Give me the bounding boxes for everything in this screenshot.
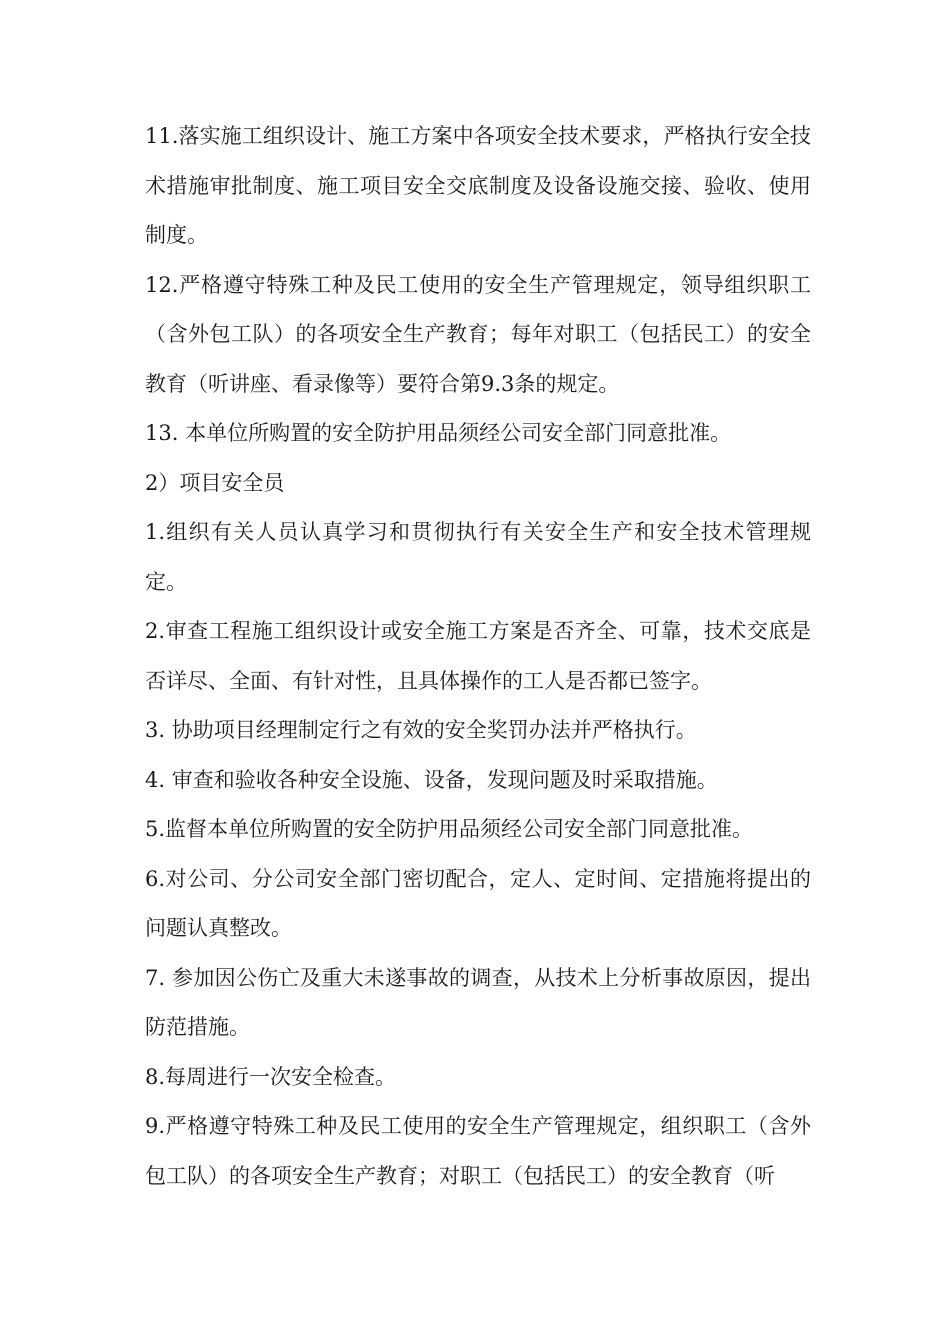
paragraph-11-construction-plan: 11.落实施工组织设计、施工方案中各项安全技术要求，严格执行安全技术措施审批制度、施工项目安全交底制度及设备设施交接、验收、使用制度。	[145, 124, 811, 247]
paragraph-3-reward-penalty: 3. 协助项目经理制定行之有效的安全奖罚办法并严格执行。	[145, 718, 697, 742]
paragraph-8-weekly-inspection: 8.每周进行一次安全检查。	[145, 1064, 397, 1089]
paragraph-2-review-design: 2.审查工程施工组织设计或安全施工方案是否齐全、可靠，技术交底是否详尽、全面、有针对性，且具体操作的工人是否都已签字。	[145, 619, 811, 693]
paragraph-4-inspect-facilities: 4. 审查和验收各种安全设施、设备，发现问题及时采取措施。	[145, 767, 718, 792]
paragraph-9-safety-education: 9.严格遵守特殊工种及民工使用的安全生产管理规定，组织职工（含外包工队）的各项安全生产教育；对职工（包括民工）的安全教育（听	[145, 1114, 811, 1188]
paragraph-1-study-regulations: 1.组织有关人员认真学习和贯彻执行有关安全生产和安全技术管理规定。	[145, 520, 811, 594]
paragraph-13-protective-equipment: 13. 本单位所购置的安全防护用品须经公司安全部门同意批准。	[145, 421, 732, 445]
paragraph-7-accident-investigation: 7. 参加因公伤亡及重大未遂事故的调查，从技术上分析事故原因，提出防范措施。	[145, 965, 811, 1039]
paragraph-6-cooperate-rectify: 6.对公司、分公司安全部门密切配合，定人、定时间、定措施将提出的问题认真整改。	[145, 866, 811, 940]
section-heading-project-safety-officer: 2）项目安全员	[145, 470, 285, 495]
document-body	[145, 112, 811, 1201]
paragraph-12-special-workers: 12.严格遵守特殊工种及民工使用的安全生产管理规定，领导组织职工（含外包工队）的各项安全生产教育；每年对职工（包括民工）的安全教育（听讲座、看录像等）要符合第9.3条的规定。	[145, 272, 811, 396]
paragraph-5-supervise-equipment: 5.监督本单位所购置的安全防护用品须经公司安全部门同意批准。	[145, 817, 754, 841]
